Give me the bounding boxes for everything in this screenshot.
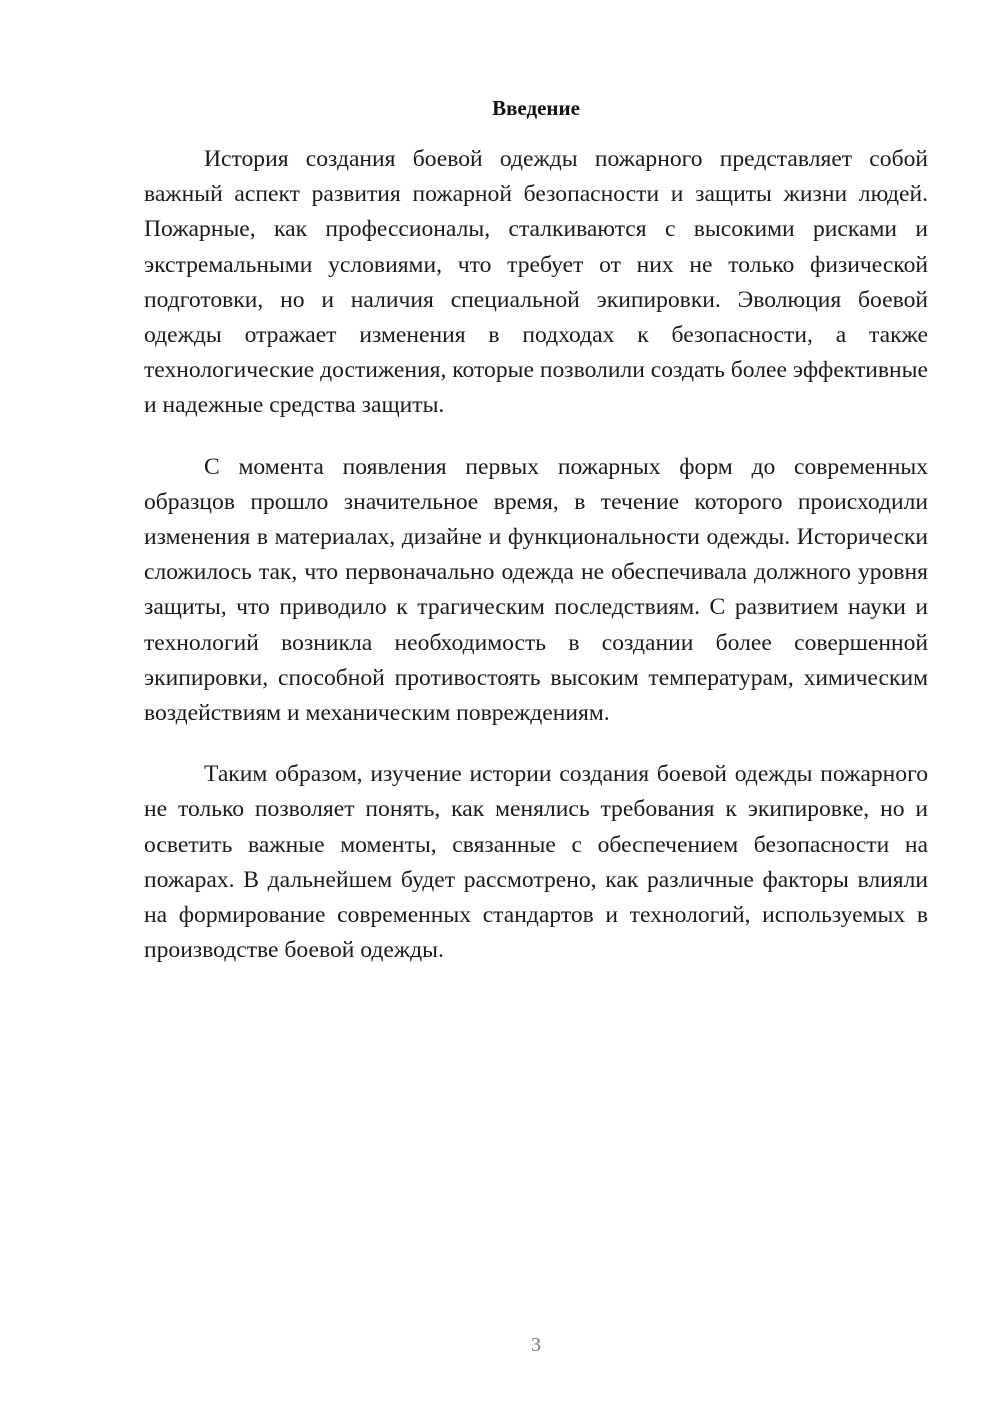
paragraph-1: История создания боевой одежды пожарного представляет собой важный аспект развития пожарной безопасности и защиты жизни людей. Пожарные, как профессионалы, сталкиваются с высокими рисками и экстремальными условиями, что требует от них не только физической подготовки, но и наличия специальной экипировки. Эволюция боевой одежды отражает изменения в подходах к безопасности, а также технологические достижения, которые позволили создать более эффективные и надежные средства защиты. — [144, 146, 928, 419]
paragraph-2: С момента появления первых пожарных форм до современных образцов прошло значительное время, в течение которого происходили изменения в материалах, дизайне и функциональности одежды. Исторически сложилось так, что первоначально одежда не обеспечивала должного уровня защиты, что приводило к трагическим последствиям. С развитием науки и технологий возникла необходимость в создании более совершенной экипировки, способной противостоять высоким температурам, химическим воздействиям и механическим повреждениям. — [144, 453, 928, 727]
paragraph-3: Таким образом, изучение истории создания боевой одежды пожарного не только позволяет понять, как менялись требования к экипировке, но и осветить важные моменты, связанные с обеспечением безопасности на пожарах. В дальнейшем будет рассмотрено, как различные факторы влияли на формирование современных стандартов и технологий, используемых в производстве боевой одежды. — [144, 761, 928, 964]
body-text — [144, 142, 928, 968]
page-title: Введение — [492, 96, 580, 120]
page-number: 3 — [531, 1334, 541, 1356]
